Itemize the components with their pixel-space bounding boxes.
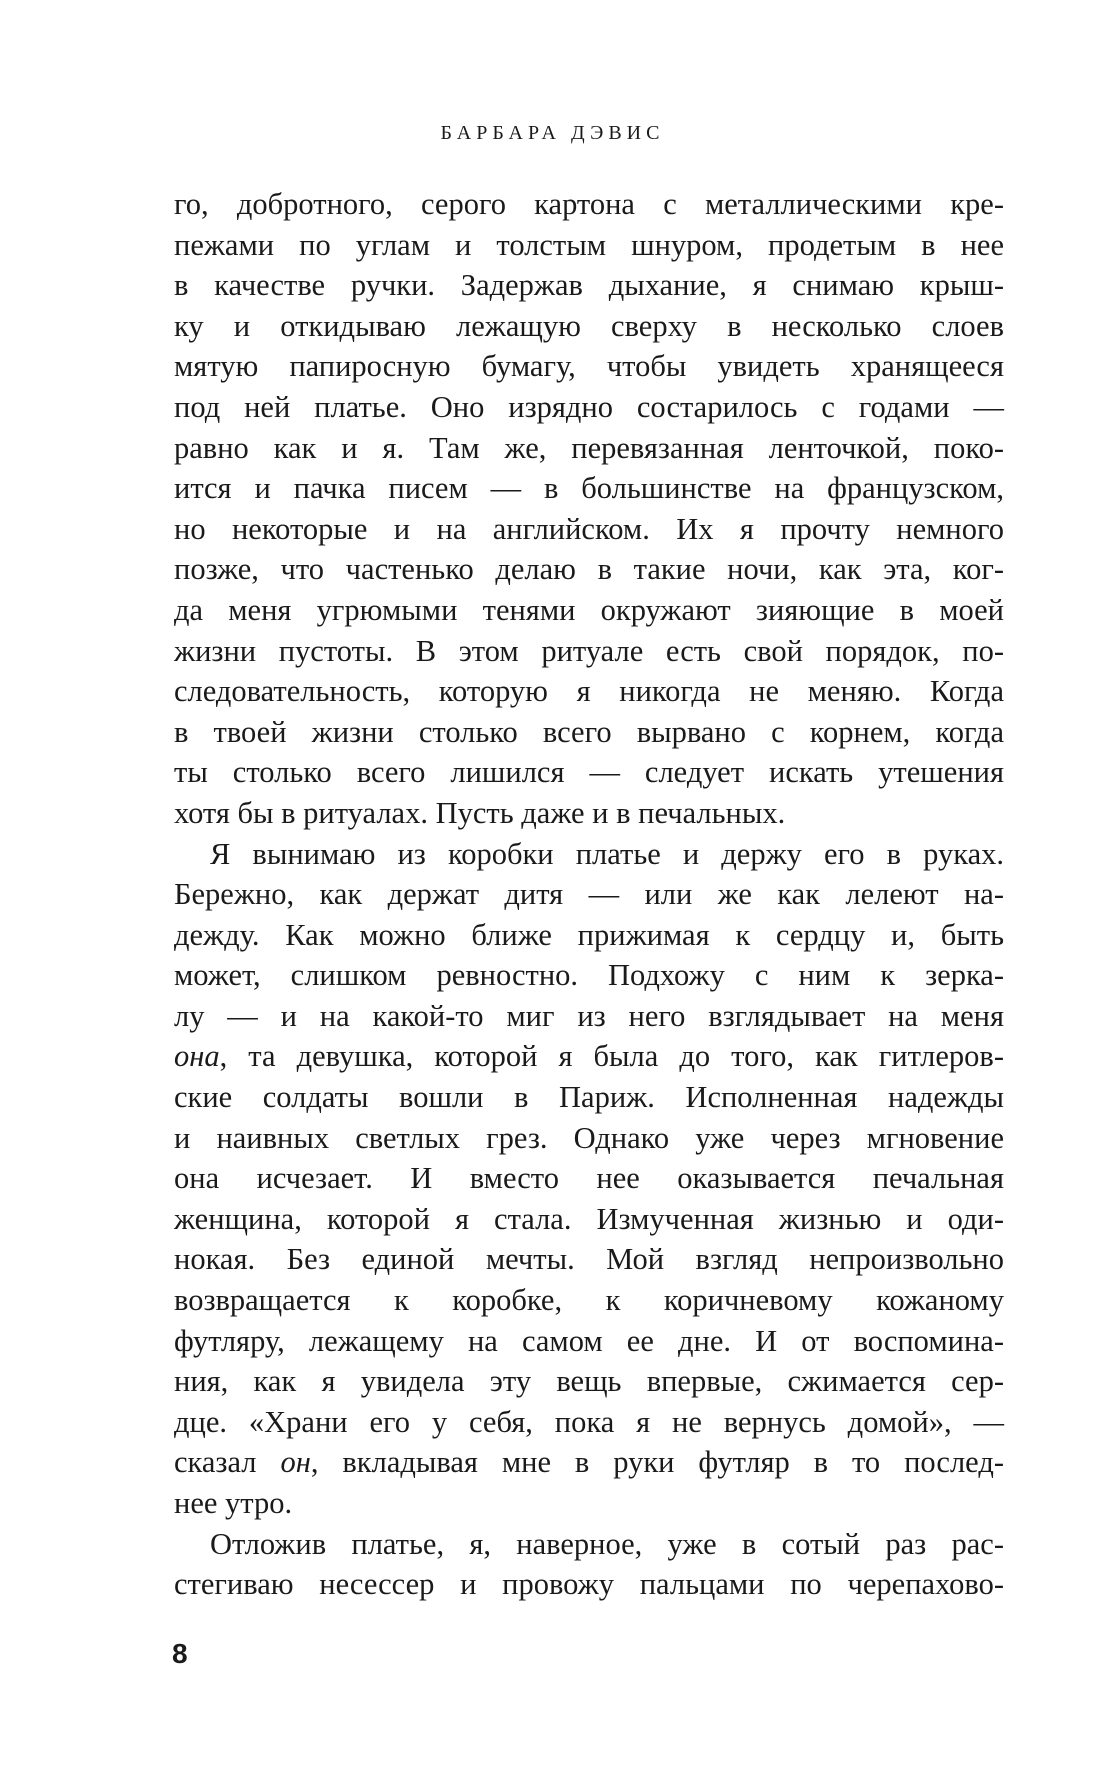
text-line: [174, 793, 1004, 834]
text-segment: женщина, которой я стала. Измученная жизнью и оди-: [174, 1201, 1004, 1236]
text-segment: но некоторые и на английском. Их я прочту немного: [174, 511, 1004, 546]
text-line: [174, 955, 1004, 996]
text-line: [174, 346, 1004, 387]
text-segment: футляру, лежащему на самом ее дне. И от воспомина-: [174, 1323, 1004, 1358]
text-line: [174, 631, 1004, 672]
text-line: [174, 671, 1004, 712]
text-segment: нокая. Без единой мечты. Мой взгляд непроизвольно: [174, 1242, 1004, 1277]
text-line: [174, 184, 1004, 225]
text-line: [174, 1239, 1004, 1280]
text-line: [174, 225, 1004, 266]
text-segment: ты столько всего лишился — следует искать утешения: [174, 755, 1004, 790]
body-text: [174, 184, 1004, 1605]
text-segment: Я вынимаю из коробки платье и держу его в руках.: [210, 836, 1004, 871]
text-segment: в качестве ручки. Задержав дыхание, я снимаю крыш-: [174, 268, 1004, 303]
text-segment: ские солдаты вошли в Париж. Исполненная надежды: [174, 1080, 1004, 1115]
text-segment: да меня угрюмыми тенями окружают зияющие в моей: [174, 592, 1004, 627]
text-segment: мятую папиросную бумагу, чтобы увидеть хранящееся: [174, 349, 1004, 384]
text-segment: равно как и я. Там же, перевязанная ленточкой, поко-: [174, 430, 1004, 465]
text-line: [174, 1118, 1004, 1159]
text-line: [174, 1402, 1004, 1443]
text-segment: пежами по углам и толстым шнуром, продетым в нее: [174, 227, 1004, 262]
text-line: [174, 752, 1004, 793]
text-line: [174, 712, 1004, 753]
text-segment: хотя бы в ритуалах. Пусть даже и в печальных.: [174, 795, 786, 830]
text-line: [174, 1483, 1004, 1524]
text-line: [174, 306, 1004, 347]
text-segment: го, добротного, серого картона с металлическими кре-: [174, 187, 1004, 221]
text-segment: под ней платье. Оно изрядно состарилось с годами —: [174, 389, 1004, 424]
text-line: [174, 915, 1004, 956]
text-line: [174, 1524, 1004, 1565]
text-line: [174, 387, 1004, 428]
text-segment: в твоей жизни столько всего вырвано с корнем, когда: [174, 714, 1004, 749]
text-line: [174, 1158, 1004, 1199]
text-segment: ится и пачка писем — в большинстве на французском,: [174, 471, 1004, 506]
text-line: [174, 1036, 1004, 1077]
italic-text: он: [280, 1445, 311, 1480]
text-segment: может, слишком ревностно. Подхожу с ним к зерка-: [174, 958, 1004, 993]
text-line: [174, 590, 1004, 631]
text-segment: следовательность, которую я никогда не меняю. Когда: [174, 674, 1004, 709]
italic-text: она: [174, 1039, 220, 1074]
text-line: [174, 1280, 1004, 1321]
text-segment: позже, что частенько делаю в такие ночи, как эта, ког-: [174, 552, 1004, 587]
text-segment: жизни пустоты. В этом ритуале есть свой порядок, по-: [174, 633, 1004, 668]
text-segment: нее утро.: [174, 1486, 293, 1520]
text-line: [174, 549, 1004, 590]
paragraph: [174, 834, 1004, 1524]
text-segment: лу — и на какой-то миг из него взглядывает на меня: [174, 998, 1004, 1033]
text-segment: дежду. Как можно ближе прижимая к сердцу и, быть: [174, 917, 1004, 952]
text-line: [174, 1077, 1004, 1118]
text-segment: возвращается к коробке, к коричневому кожаному: [174, 1283, 1004, 1318]
text-segment: Бережно, как держат дитя — или же как лелеют на-: [174, 877, 1004, 912]
text-segment: , та девушка, которой я была до того, как гитлеров-: [219, 1039, 1004, 1074]
text-line: [174, 834, 1004, 875]
text-segment: Отложив платье, я, наверное, уже в сотый раз рас-: [210, 1526, 1004, 1561]
paragraph: [174, 184, 1004, 834]
text-segment: ку и откидываю лежащую сверху в несколько слоев: [174, 308, 1004, 343]
running-head: БАРБАРА ДЭВИС: [440, 122, 665, 144]
text-line: [174, 468, 1004, 509]
text-line: [174, 509, 1004, 550]
text-line: [174, 1564, 1004, 1605]
text-line: [174, 996, 1004, 1037]
text-line: [174, 1361, 1004, 1402]
text-segment: она исчезает. И вместо нее оказывается печальная: [174, 1161, 1004, 1196]
text-line: [174, 428, 1004, 469]
text-line: [174, 1442, 1004, 1483]
text-segment: ния, как я увидела эту вещь впервые, сжимается сер-: [174, 1364, 1004, 1399]
text-segment: стегиваю несессер и провожу пальцами по черепахово-: [174, 1567, 1004, 1602]
text-line: [174, 265, 1004, 306]
paragraph: [174, 1524, 1004, 1605]
text-segment: , вкладывая мне в руки футляр в то послед-: [310, 1445, 1004, 1480]
text-segment: сказал: [174, 1445, 281, 1480]
text-segment: и наивных светлых грез. Однако уже через мгновение: [174, 1120, 1004, 1155]
page-number: 8: [172, 1638, 188, 1669]
text-line: [174, 1321, 1004, 1362]
text-segment: дце. «Храни его у себя, пока я не вернусь домой», —: [174, 1404, 1004, 1439]
text-line: [174, 874, 1004, 915]
text-line: [174, 1199, 1004, 1240]
